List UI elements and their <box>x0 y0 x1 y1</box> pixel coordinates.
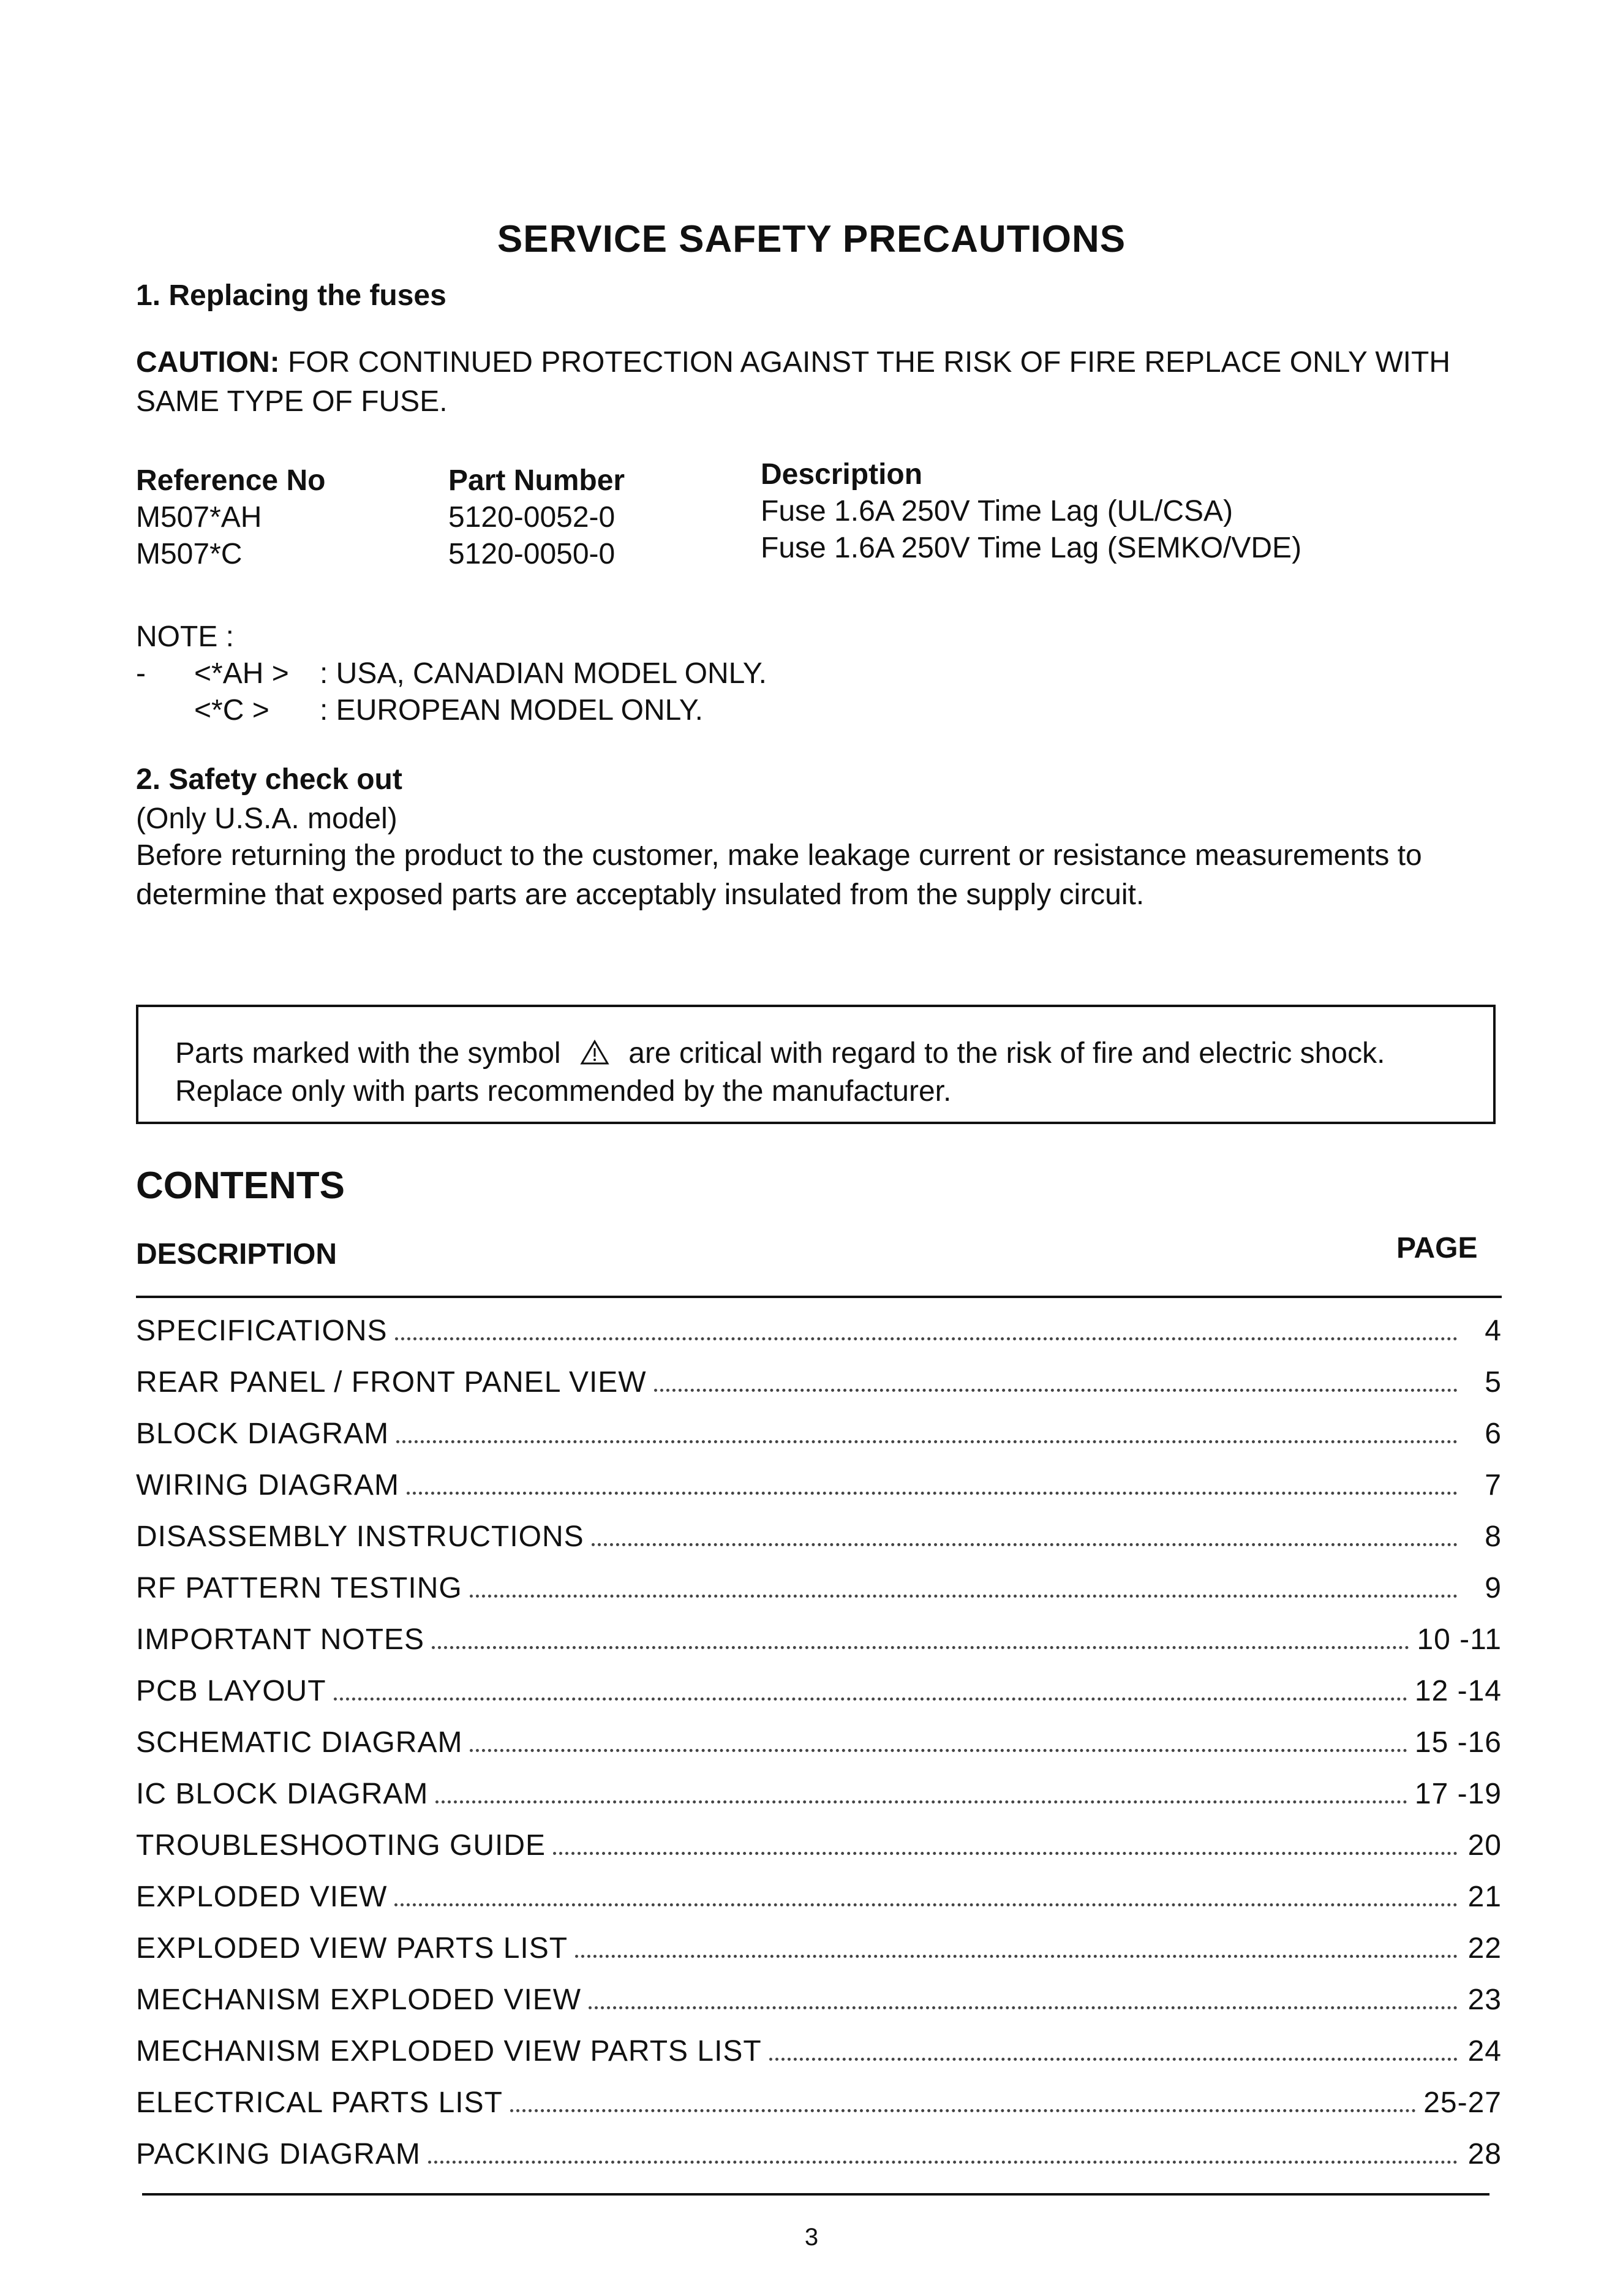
toc-item[interactable] <box>136 1520 1502 1571</box>
toc-leader <box>654 1380 1458 1392</box>
toc-label: EXPLODED VIEW PARTS LIST <box>136 1932 568 1965</box>
contents-footer-rule <box>142 2193 1489 2196</box>
toc-leader <box>394 1895 1458 1906</box>
section2-heading: 2. Safety check out <box>136 763 402 796</box>
toc-label: IMPORTANT NOTES <box>136 1623 425 1656</box>
toc-leader <box>575 1946 1458 1958</box>
toc-item[interactable] <box>136 1880 1502 1932</box>
toc-page: 17 -19 <box>1414 1778 1502 1810</box>
toc-page: 10 -11 <box>1417 1623 1502 1656</box>
toc-label: WIRING DIAGRAM <box>136 1469 399 1501</box>
toc-page: 5 <box>1485 1366 1502 1399</box>
toc-item[interactable] <box>136 1623 1502 1674</box>
contents-header-rule <box>136 1296 1502 1298</box>
note-text: : EUROPEAN MODEL ONLY. <box>320 694 703 727</box>
toc-item[interactable] <box>136 2034 1502 2086</box>
note-dash: - <box>136 657 146 690</box>
toc-page: 20 <box>1467 1829 1502 1862</box>
toc-item[interactable] <box>136 1932 1502 1983</box>
notice-text-after: are critical with regard to the risk of fire and electric shock. <box>628 1037 1385 1070</box>
note-code: <*AH > <box>194 657 289 690</box>
toc-item[interactable] <box>136 1829 1502 1880</box>
toc-page: 21 <box>1467 1881 1502 1913</box>
toc-label: EXPLODED VIEW <box>136 1881 388 1913</box>
toc-leader <box>334 1689 1407 1701</box>
toc-label: IC BLOCK DIAGRAM <box>136 1778 429 1810</box>
toc-leader <box>407 1483 1458 1495</box>
toc-item[interactable] <box>136 1314 1502 1365</box>
critical-parts-notice <box>136 1005 1496 1124</box>
toc-label: SPECIFICATIONS <box>136 1315 388 1347</box>
toc-item[interactable] <box>136 1777 1502 1829</box>
toc-leader <box>432 1637 1409 1649</box>
toc-leader <box>592 1535 1458 1546</box>
toc-label: SCHEMATIC DIAGRAM <box>136 1726 463 1759</box>
toc-item[interactable] <box>136 2137 1502 2189</box>
caution-text: FOR CONTINUED PROTECTION AGAINST THE RISK OF FIRE REPLACE ONLY WITH SAME TYPE OF FUSE. <box>136 346 1450 418</box>
fuse-col-part-number <box>448 463 625 573</box>
section1-heading: 1. Replacing the fuses <box>136 279 446 312</box>
note-code: <*C > <box>194 694 269 727</box>
toc-page: 9 <box>1485 1572 1502 1604</box>
table-cell: Fuse 1.6A 250V Time Lag (UL/CSA) <box>761 495 1233 527</box>
toc-page: 7 <box>1485 1469 1502 1501</box>
toc-page: 22 <box>1467 1932 1502 1965</box>
toc-page: 8 <box>1485 1520 1502 1553</box>
table-cell: M507*AH <box>136 501 262 534</box>
notice-line-1 <box>175 1035 1456 1073</box>
table-of-contents <box>136 1314 1502 2189</box>
fuse-col-reference <box>136 463 325 573</box>
caution-label: CAUTION: <box>136 346 280 379</box>
warning-triangle-icon <box>580 1035 609 1073</box>
table-cell: 5120-0050-0 <box>448 538 616 570</box>
toc-label: PACKING DIAGRAM <box>136 2138 421 2170</box>
toc-label: MECHANISM EXPLODED VIEW <box>136 1984 582 2016</box>
toc-page: 25-27 <box>1423 2086 1502 2119</box>
toc-page: 24 <box>1467 2035 1502 2068</box>
notice-line-2: Replace only with parts recommended by the manufacturer. <box>175 1075 952 1108</box>
fuse-col-description <box>761 456 1301 567</box>
toc-label: ELECTRICAL PARTS LIST <box>136 2086 503 2119</box>
toc-leader <box>553 1843 1458 1855</box>
toc-label: DISASSEMBLY INSTRUCTIONS <box>136 1520 584 1553</box>
note-text: : USA, CANADIAN MODEL ONLY. <box>320 657 767 690</box>
toc-leader <box>435 1792 1407 1803</box>
toc-page: 28 <box>1467 2138 1502 2170</box>
toc-label: MECHANISM EXPLODED VIEW PARTS LIST <box>136 2035 762 2068</box>
section2-text: Before returning the product to the customer, make leakage current or resistance measurements to determine that exposed parts are acceptably insulated from the supply circuit. <box>136 839 1422 911</box>
table-header: Reference No <box>136 464 326 497</box>
toc-label: PCB LAYOUT <box>136 1675 326 1707</box>
toc-label: TROUBLESHOOTING GUIDE <box>136 1829 546 1862</box>
page-title: SERVICE SAFETY PRECAUTIONS <box>497 218 1126 260</box>
toc-item[interactable] <box>136 1417 1502 1468</box>
table-cell: 5120-0052-0 <box>448 501 616 534</box>
toc-leader <box>769 2049 1458 2061</box>
toc-item[interactable] <box>136 1983 1502 2034</box>
toc-leader <box>428 2152 1458 2164</box>
toc-page: 12 -14 <box>1414 1675 1502 1707</box>
page-column-header: PAGE <box>1396 1232 1478 1264</box>
toc-page: 15 -16 <box>1414 1726 1502 1759</box>
caution-paragraph <box>136 343 1514 421</box>
description-column-header: DESCRIPTION <box>136 1238 337 1271</box>
notice-text-before: Parts marked with the symbol <box>175 1037 561 1070</box>
toc-item[interactable] <box>136 1468 1502 1520</box>
table-cell: Fuse 1.6A 250V Time Lag (SEMKO/VDE) <box>761 532 1302 564</box>
table-cell: M507*C <box>136 538 243 570</box>
toc-page: 4 <box>1485 1315 1502 1347</box>
table-header: Description <box>761 458 923 491</box>
toc-item[interactable] <box>136 1674 1502 1726</box>
section2-subheading: (Only U.S.A. model) <box>136 802 397 835</box>
toc-item[interactable] <box>136 1726 1502 1777</box>
toc-leader <box>470 1586 1458 1598</box>
toc-leader <box>395 1329 1458 1340</box>
toc-leader <box>396 1432 1458 1443</box>
note-label-text: NOTE : <box>136 621 235 653</box>
toc-label: RF PATTERN TESTING <box>136 1572 462 1604</box>
toc-leader <box>510 2101 1416 2112</box>
toc-item[interactable] <box>136 2086 1502 2137</box>
page-number: 3 <box>804 2224 819 2251</box>
toc-item[interactable] <box>136 1571 1502 1623</box>
contents-title: CONTENTS <box>136 1165 345 1207</box>
toc-label: BLOCK DIAGRAM <box>136 1418 390 1450</box>
toc-page: 23 <box>1467 1984 1502 2016</box>
toc-leader <box>470 1740 1407 1752</box>
toc-label: REAR PANEL / FRONT PANEL VIEW <box>136 1366 647 1399</box>
toc-leader <box>589 1998 1458 2009</box>
toc-page: 6 <box>1485 1418 1502 1450</box>
toc-item[interactable] <box>136 1365 1502 1417</box>
table-header: Part Number <box>448 464 625 497</box>
